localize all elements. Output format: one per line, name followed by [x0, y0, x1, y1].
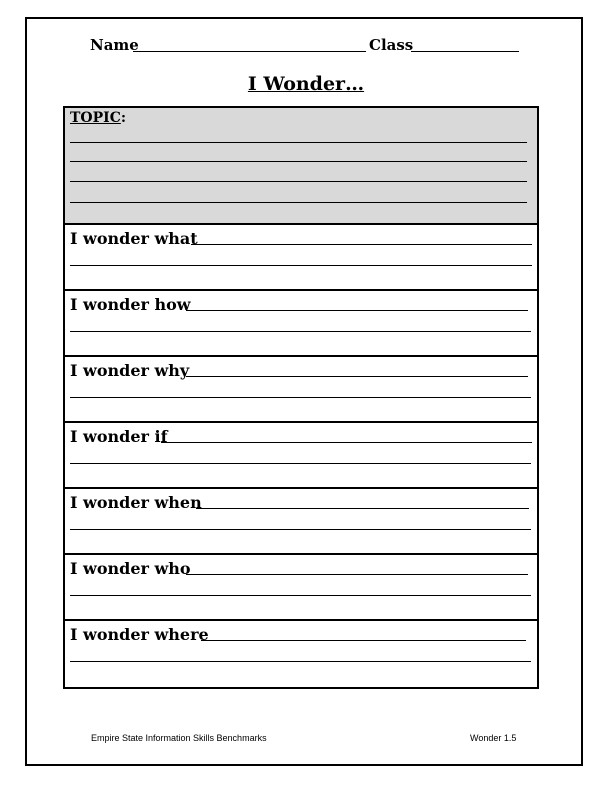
footer-page-id: Wonder 1.5: [470, 733, 517, 743]
topic-line[interactable]: [70, 161, 527, 162]
page-title: I Wonder…: [247, 73, 365, 95]
wonder-when-label: I wonder when: [70, 493, 202, 512]
wonder-why-answer-line-2[interactable]: [70, 397, 531, 398]
wonder-why-section: [65, 357, 537, 423]
footer-source: Empire State Information Skills Benchmarks: [91, 733, 267, 743]
topic-label: [70, 110, 126, 126]
wonder-who-label: I wonder who: [70, 559, 191, 578]
name-field[interactable]: [133, 51, 366, 52]
wonder-if-answer-line-2[interactable]: [70, 463, 531, 464]
wonder-what-label: I wonder what: [70, 229, 198, 248]
class-label: Class: [369, 36, 414, 54]
wonder-how-answer-line[interactable]: [186, 310, 528, 311]
topic-label-colon: :: [120, 110, 127, 126]
wonder-when-answer-line[interactable]: [196, 508, 529, 509]
wonder-if-section: [65, 423, 537, 489]
class-field[interactable]: [411, 51, 519, 52]
wonder-when-answer-line-2[interactable]: [70, 529, 531, 530]
wonder-where-label: I wonder where: [70, 625, 209, 644]
wonder-how-label: I wonder how: [70, 295, 191, 314]
wonder-what-answer-line[interactable]: [191, 244, 532, 245]
wonder-why-answer-line[interactable]: [186, 376, 528, 377]
wonder-worksheet: [63, 106, 539, 689]
topic-line[interactable]: [70, 202, 527, 203]
name-class-header: [0, 36, 612, 56]
wonder-if-label: I wonder if: [70, 427, 168, 446]
topic-line[interactable]: [70, 181, 527, 182]
wonder-where-section: [65, 621, 537, 687]
wonder-what-answer-line-2[interactable]: [70, 265, 532, 266]
topic-line[interactable]: [70, 142, 527, 143]
wonder-who-answer-line[interactable]: [186, 574, 528, 575]
name-label: Name: [90, 36, 139, 54]
wonder-who-section: [65, 555, 537, 621]
wonder-who-answer-line-2[interactable]: [70, 595, 531, 596]
wonder-when-section: [65, 489, 537, 555]
wonder-what-section: [65, 225, 537, 291]
wonder-why-label: I wonder why: [70, 361, 190, 380]
topic-label-text: TOPIC: [70, 110, 121, 126]
wonder-how-answer-line-2[interactable]: [70, 331, 531, 332]
wonder-how-section: [65, 291, 537, 357]
wonder-where-answer-line[interactable]: [201, 640, 526, 641]
wonder-where-answer-line-2[interactable]: [70, 661, 531, 662]
wonder-if-answer-line[interactable]: [161, 442, 532, 443]
topic-section: [65, 108, 537, 225]
